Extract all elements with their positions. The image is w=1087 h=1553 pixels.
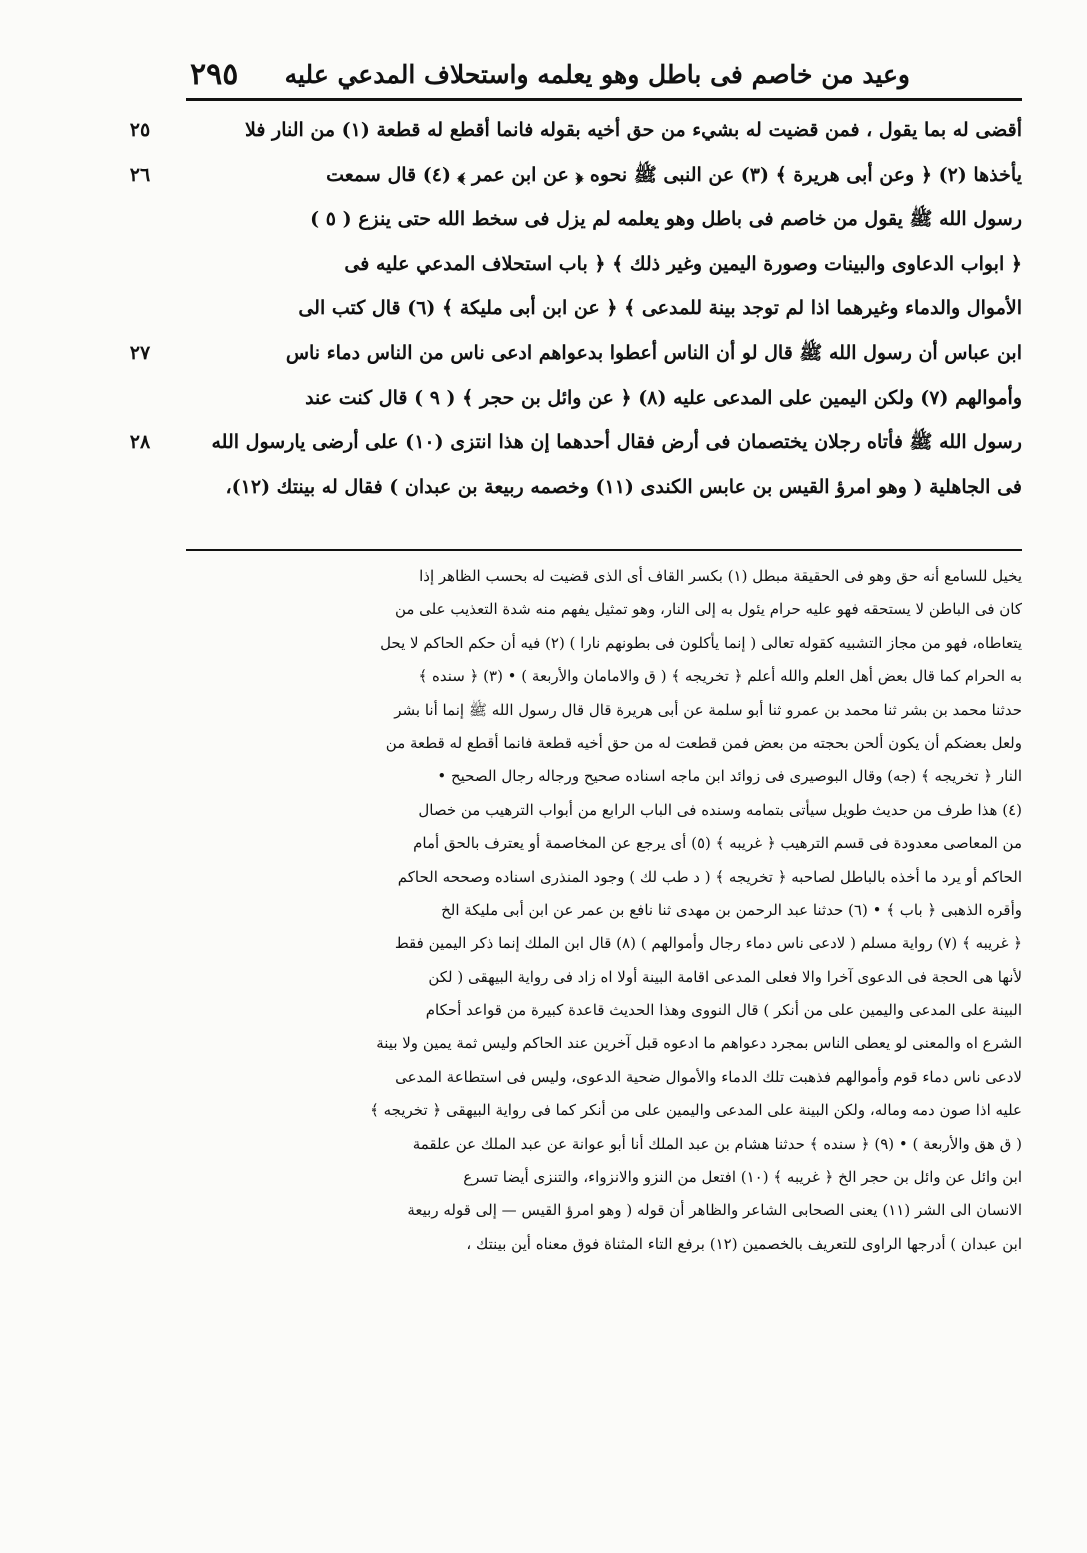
main-line: وأموالهم (٧) ولكن اليمين على المدعى عليه (٨) ﴿ عن وائل بن حجر ﴾ ( ٩ ) قال كنت عند: [305, 386, 1022, 409]
footnote-line: ولعل بعضكم أن يكون ألحن بحجته من بعض فمن قطعت له من حق أخيه قطعة فانما أقطع له قطعة من: [385, 733, 1022, 752]
footnote-line: ﴿ غريبه ﴾ (٧) رواية مسلم ( لادعى ناس دماء رجال وأموالهم ) (٨) قال ابن الملك إنما ذكر اليمين فقط: [394, 934, 1022, 953]
main-line: رسول الله ﷺ يقول من خاصم فى باطل وهو يعلمه لم يزل فى سخط الله حتى ينزع ( ٥ ): [310, 208, 1022, 231]
main-line: فى الجاهلية ( وهو امرؤ القيس بن عابس الكندى (١١) وخصمه ربيعة بن عبدان ) فقال له بينتك (١٢)،: [225, 475, 1022, 498]
main-line: أقضى له بما يقول ، فمن قضيت له بشيء من حق أخيه بقوله فانما أقطع له قطعة (١) من النار فلا: [244, 119, 1022, 141]
footnote-separator: [186, 549, 1022, 551]
footnote-line: النار ﴿ تخريجه ﴾ (جه) وقال البوصيرى فى زوائد ابن ماجه اسناده صحيح ورجاله رجال الصحيح •: [437, 767, 1022, 786]
footnote-line: الانسان الى الشر (١١) يعنى الصحابى الشاعر والظاهر أن قوله ( وهو امرؤ القيس — إلى قوله ربيعة: [407, 1201, 1022, 1220]
footnote-line: ( ق هق والأربعة ) • (٩) ﴿ سنده ﴾ حدثنا هشام بن عبد الملك أنا أبو عوانة عن عبد الملك عن علقمة: [412, 1134, 1022, 1153]
footnote-line: عليه اذا صون دمه وماله، ولكن البينة على المدعى واليمين على من أنكر كما فى رواية البيهقى ﴿ تخريجه ﴾: [370, 1101, 1022, 1120]
footnote-line: يتعاطاه، فهو من مجاز التشبيه كقوله تعالى ( إنما يأكلون فى بطونهم نارا ) (٢) فيه أن حكم الحاكم لا يحل: [380, 633, 1022, 652]
hadith-number: ٢٨: [129, 431, 151, 454]
main-line: يأخذها (٢) ﴿ وعن أبى هريرة ﴾ (٣) عن النبى ﷺ نحوه ﴿ عن ابن عمر ﴾ (٤) قال سمعت: [326, 163, 1022, 186]
hadith-number: ٢٦: [129, 163, 151, 186]
footnote-line: من المعاصى معدودة فى قسم الترهيب ﴿ غريبه ﴾ (٥) أى يرجع عن المخاصمة أو يعترف بالحق أمام: [413, 834, 1022, 853]
main-line: ابن عباس أن رسول الله ﷺ قال لو أن الناس أعطوا بدعواهم ادعى ناس من الناس دماء ناس: [285, 341, 1022, 364]
footnotes: [186, 560, 1022, 1261]
main-line: الأموال والدماء وغيرهما اذا لم توجد بينة للمدعى ﴾ ﴿ عن ابن أبى مليكة ﴾ (٦) قال كتب الى: [298, 297, 1022, 320]
footnote-line: البينة على المدعى واليمين على من أنكر ) قال النووى وهذا الحديث قاعدة كبيرة من قواعد أحكام: [425, 1001, 1022, 1020]
chapter-title: وعيد من خاصم فى باطل وهو يعلمه واستحلاف المدعي عليه: [284, 59, 910, 89]
footnote-line: يخيل للسامع أنه حق وهو فى الحقيقة مبطل (١) بكسر القاف أى الذى قضيت له بحسب الظاهر إذا: [419, 567, 1022, 585]
footnote-line: لأنها هى الحجة فى الدعوى آخرا والا فعلى المدعى اقامة البينة أولا اه زاد فى رواية البيهقى ( لكن: [428, 967, 1022, 986]
main-text: [186, 108, 1022, 509]
footnote-line: لادعى ناس دماء قوم وأموالهم فذهبت تلك الدماء والأموال ضحية الدعوى، وليس فى استطاعة المدعى: [395, 1067, 1022, 1086]
page-number: ٢٩٥: [190, 56, 239, 92]
main-line: رسول الله ﷺ فأتاه رجلان يختصمان فى أرض فقال أحدهما إن هذا انتزى (١٠) على أرضى يارسول الله: [211, 431, 1022, 454]
footnote-line: ابن عبدان ) أدرجها الراوى للتعريف بالخصمين (١٢) برفع التاء المثناة فوق معناه أين بينتك ،: [466, 1234, 1022, 1253]
main-line: ﴿ ابواب الدعاوى والبينات وصورة اليمين وغير ذلك ﴾ ﴿ باب استحلاف المدعي عليه فى: [344, 252, 1022, 275]
hadith-number: ٢٧: [129, 342, 151, 364]
footnote-line: وأقره الذهبى ﴿ باب ﴾ • (٦) حدثنا عبد الرحمن بن مهدى ثنا نافع بن عمر عن ابن أبى مليكة الخ: [441, 900, 1022, 919]
footnote-line: الحاكم أو يرد ما أخذه بالباطل لصاحبه ﴿ تخريجه ﴾ ( د طب لك ) وجود المنذرى اسناده وصححه الحاكم: [397, 867, 1022, 886]
footnote-line: الشرع اه والمعنى لو يعطى الناس بمجرد دعواهم ما ادعوه قبل آخرين عند الحاكم وليس ثمة يمين ولا بينة: [376, 1034, 1022, 1053]
footnote-line: (٤) هذا طرف من حديث طويل سيأتى بتمامه وسنده فى الباب الرابع من أبواب الترهيب من خصال: [418, 800, 1022, 819]
hadith-number: ٢٥: [129, 119, 151, 141]
footnote-line: كان فى الباطن لا يستحقه فهو عليه حرام يئول به إلى النار، وهو تمثيل يفهم منه شدة التعذيب على من: [394, 600, 1022, 619]
footnote-line: به الحرام كما قال بعض أهل العلم والله أعلم ﴿ تخريجه ﴾ ( ق والامامان والأربعة ) • (٣) ﴿ سنده ﴾: [418, 667, 1022, 686]
footnote-line: ابن وائل عن وائل بن حجر الخ ﴿ غريبه ﴾ (١٠) افتعل من النزو والانزواء، والتنزى أيضا تسرع: [463, 1168, 1022, 1187]
header-rule: [186, 98, 1022, 101]
footnote-line: حدثنا محمد بن بشر ثنا محمد بن عمرو ثنا أبو سلمة عن أبى هريرة قال قال رسول الله ﷺ إنما أنا بشر: [394, 700, 1022, 719]
running-header: [190, 52, 910, 96]
